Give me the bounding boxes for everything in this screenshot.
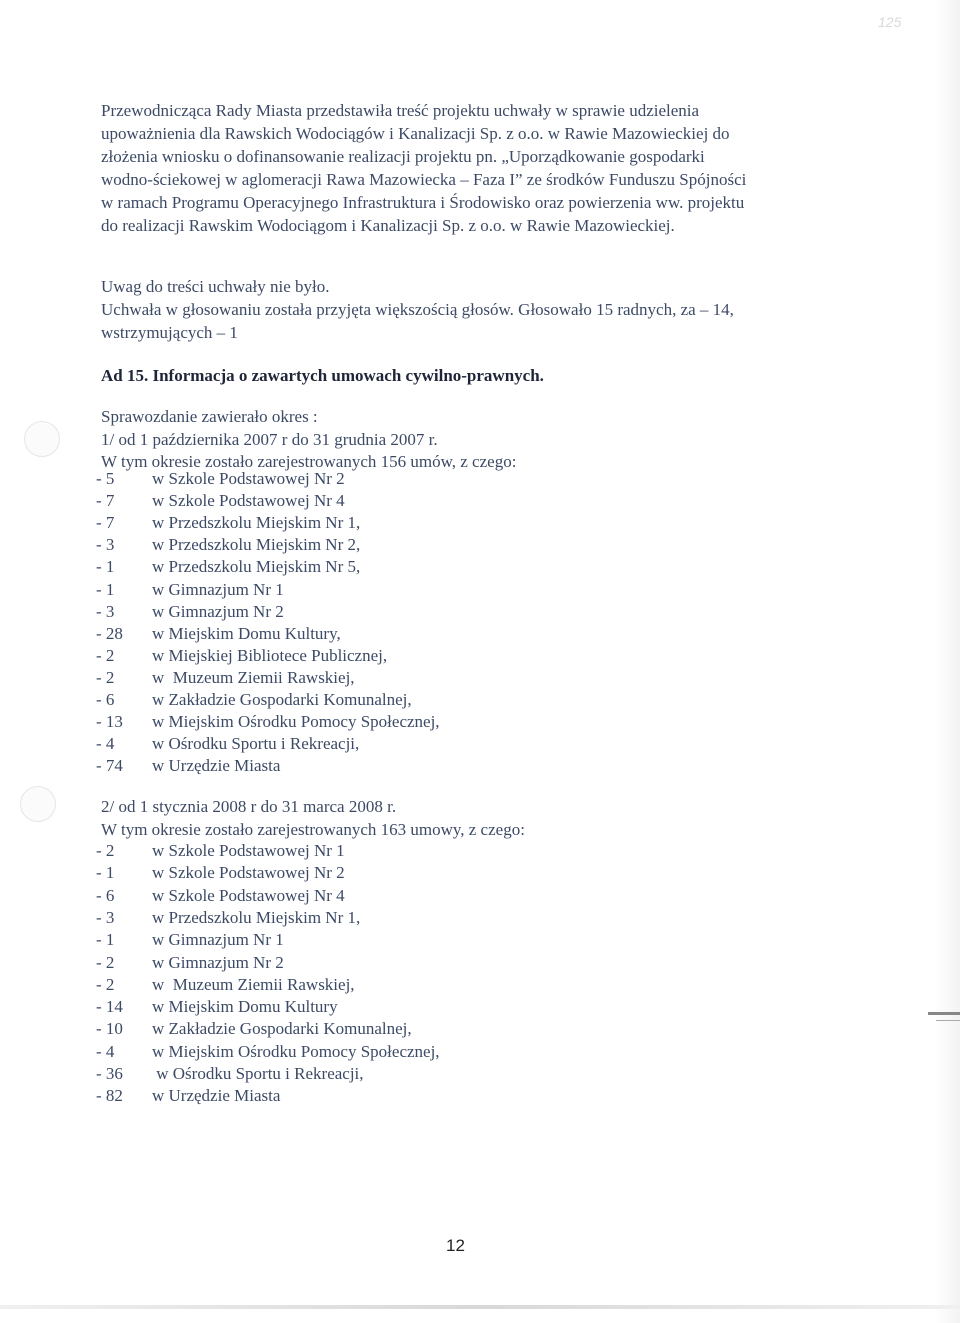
list-item-count: - 1 bbox=[96, 863, 115, 883]
intro-line: złożenia wniosku o dofinansowanie realizacji projektu pn. „Uporządkowanie gospodarki bbox=[101, 147, 705, 166]
list-item-count: - 6 bbox=[96, 885, 115, 905]
list-item-count: - 13 bbox=[96, 712, 123, 732]
list-item-count: - 1 bbox=[96, 930, 115, 950]
scan-edge-mark bbox=[936, 1020, 960, 1021]
list-item-count: - 2 bbox=[96, 645, 115, 665]
list-item-place: w Miejskim Domu Kultury, bbox=[152, 623, 341, 643]
scan-bottom-edge bbox=[0, 1305, 960, 1309]
intro-line: wodno-ściekowej w aglomeracji Rawa Mazowiecka – Faza I” ze środków Funduszu Spójności bbox=[101, 170, 747, 189]
section-heading: Ad 15. Informacja o zawartych umowach cywilno-prawnych. bbox=[101, 366, 544, 385]
list-item-place: w Gimnazjum Nr 2 bbox=[152, 601, 284, 621]
list-item-count: - 4 bbox=[96, 1041, 115, 1061]
report-intro: Sprawozdanie zawierało okres : bbox=[101, 407, 318, 426]
list-item-count: - 2 bbox=[96, 667, 115, 687]
list-item-count: - 82 bbox=[96, 1086, 123, 1106]
page-number: 12 bbox=[446, 1236, 465, 1255]
list-item-count: - 10 bbox=[96, 1019, 123, 1039]
list-item-place: w Gimnazjum Nr 2 bbox=[152, 952, 284, 972]
vote-line: Uchwała w głosowaniu została przyjęta większością głosów. Głosowało 15 radnych, za – 14, bbox=[101, 300, 734, 319]
scan-edge-shadow bbox=[934, 0, 960, 1323]
intro-line: do realizacji Rawskim Wodociągom i Kanalizacji Sp. z o.o. w Rawie Mazowieckiej. bbox=[101, 216, 675, 235]
list-item-place: w Przedszkolu Miejskim Nr 1, bbox=[152, 513, 361, 533]
list-item-place: w Przedszkolu Miejskim Nr 1, bbox=[152, 907, 361, 927]
list-item-place: w Miejskim Domu Kultury bbox=[152, 997, 338, 1017]
list-item-place: w Szkole Podstawowej Nr 2 bbox=[152, 469, 345, 488]
list-item-count: - 7 bbox=[96, 513, 115, 533]
list-item-place: w Ośrodku Sportu i Rekreacji, bbox=[152, 734, 360, 754]
list-item-count: - 2 bbox=[96, 841, 115, 860]
handwritten-page-mark: 125 bbox=[878, 14, 902, 30]
list-item-count: - 6 bbox=[96, 690, 115, 709]
list-item-place: w Ośrodku Sportu i Rekreacji, bbox=[152, 1064, 364, 1083]
list-item-count: - 74 bbox=[96, 756, 123, 776]
list-item-count: - 5 bbox=[96, 469, 115, 488]
intro-line: upoważnienia dla Rawskich Wodociągów i Kanalizacji Sp. z o.o. w Rawie Mazowieckiej do bbox=[101, 124, 730, 143]
list-item-count: - 7 bbox=[96, 491, 115, 511]
period-2-range: 2/ od 1 stycznia 2008 r do 31 marca 2008 r. bbox=[101, 797, 397, 816]
list-item-count: - 2 bbox=[96, 952, 115, 972]
punch-hole-top bbox=[24, 421, 60, 457]
list-item-place: w Szkole Podstawowej Nr 1 bbox=[152, 841, 345, 860]
list-item-place: w Zakładzie Gospodarki Komunalnej, bbox=[152, 1019, 412, 1039]
scan-edge-mark bbox=[928, 1012, 960, 1015]
list-item-count: - 1 bbox=[96, 557, 115, 577]
list-item-count: - 28 bbox=[96, 623, 123, 643]
list-item-place: w Przedszkolu Miejskim Nr 2, bbox=[152, 535, 361, 555]
list-item-place: w Przedszkolu Miejskim Nr 5, bbox=[152, 557, 361, 577]
list-item-place: w Gimnazjum Nr 1 bbox=[152, 579, 284, 599]
list-item-count: - 3 bbox=[96, 601, 115, 621]
vote-line: Uwag do treści uchwały nie było. bbox=[101, 277, 330, 296]
list-item-place: w Szkole Podstawowej Nr 4 bbox=[152, 885, 345, 905]
intro-line: w ramach Programu Operacyjnego Infrastruktura i Środowisko oraz powierzenia ww. projektu bbox=[101, 193, 745, 212]
list-item-place: w Zakładzie Gospodarki Komunalnej, bbox=[152, 690, 412, 709]
list-item-count: - 14 bbox=[96, 997, 123, 1017]
list-item-count: - 1 bbox=[96, 579, 115, 599]
period-1-range: 1/ od 1 października 2007 r do 31 grudnia 2007 r. bbox=[101, 430, 438, 449]
list-item-place: w Miejskim Ośrodku Pomocy Społecznej, bbox=[152, 1041, 440, 1061]
period-1-summary: W tym okresie zostało zarejestrowanych 156 umów, z czego: bbox=[101, 452, 517, 471]
intro-line: Przewodnicząca Rady Miasta przedstawiła treść projektu uchwały w sprawie udzielenia bbox=[101, 101, 700, 120]
vote-line: wstrzymujących – 1 bbox=[101, 323, 238, 342]
period-2-summary: W tym okresie zostało zarejestrowanych 163 umowy, z czego: bbox=[101, 820, 525, 839]
list-item-place: w Miejskim Ośrodku Pomocy Społecznej, bbox=[152, 712, 440, 732]
list-item-place: w Urzędzie Miasta bbox=[152, 1086, 281, 1106]
list-item-count: - 2 bbox=[96, 974, 115, 994]
list-item-place: w Muzeum Ziemii Rawskiej, bbox=[152, 974, 355, 994]
list-item-place: w Urzędzie Miasta bbox=[152, 756, 281, 776]
list-item-place: w Szkole Podstawowej Nr 2 bbox=[152, 863, 345, 883]
list-item-count: - 3 bbox=[96, 535, 115, 555]
punch-hole-bottom bbox=[20, 786, 56, 822]
list-item-count: - 3 bbox=[96, 907, 115, 927]
list-item-place: w Gimnazjum Nr 1 bbox=[152, 930, 284, 950]
list-item-place: w Miejskiej Bibliotece Publicznej, bbox=[152, 645, 388, 665]
list-item-place: w Muzeum Ziemii Rawskiej, bbox=[152, 667, 355, 687]
list-item-count: - 36 bbox=[96, 1064, 123, 1083]
list-item-count: - 4 bbox=[96, 734, 115, 754]
list-item-place: w Szkole Podstawowej Nr 4 bbox=[152, 491, 345, 511]
